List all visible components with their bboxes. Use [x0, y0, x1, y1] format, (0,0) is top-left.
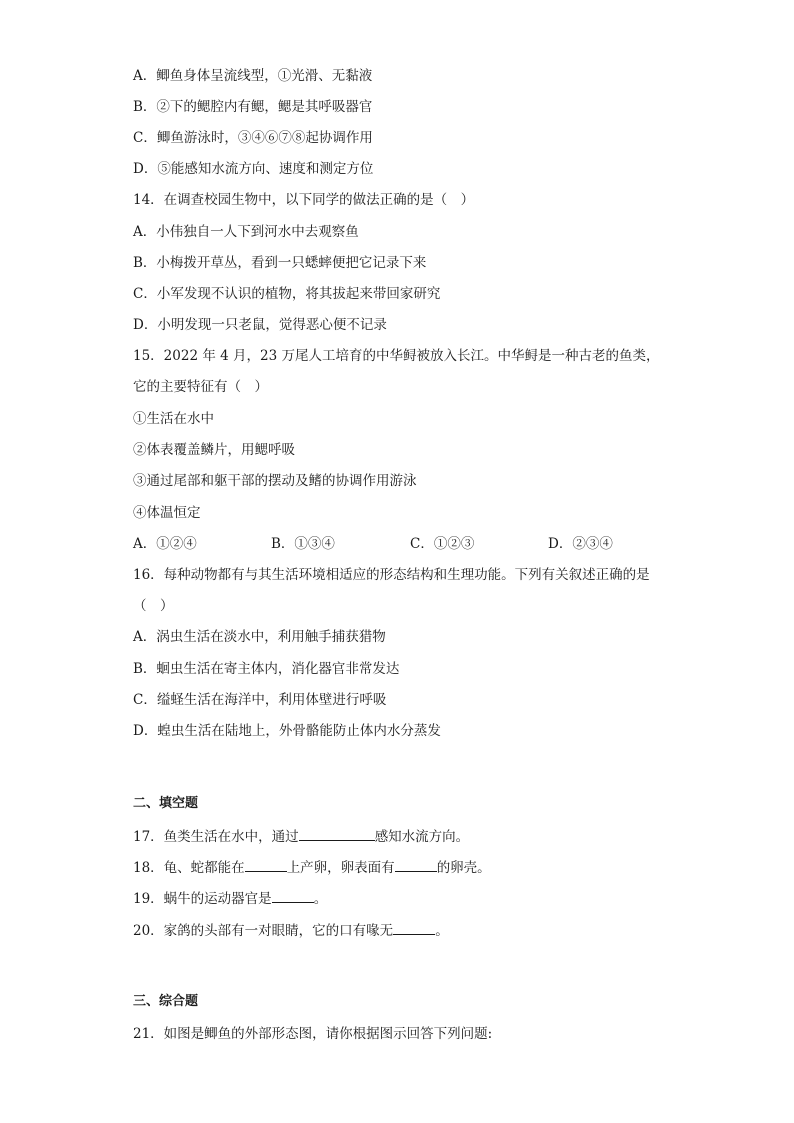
q20-post: 。: [435, 923, 449, 939]
q21-stem: 21．如图是鲫鱼的外部形态图，请你根据图示回答下列问题:: [133, 1026, 493, 1042]
q14-option-c: C．小军发现不认识的植物，将其拔起来带回家研究: [133, 286, 441, 302]
section-comprehensive-title: 三、综合题: [133, 994, 199, 1009]
q15-options-row: [133, 534, 693, 554]
q14-option-d: D．小明发现一只老鼠，觉得恶心便不记录: [133, 317, 387, 333]
q14-option-a: A．小伟独自一人下到河水中去观察鱼: [133, 224, 359, 240]
q19-blank[interactable]: [272, 888, 314, 903]
q15-statement-1: ①生活在水中: [133, 411, 214, 427]
q18-line: [133, 857, 491, 878]
q13-option-a: A．鲫鱼身体呈流线型，①光滑、无黏液: [133, 68, 373, 84]
section-fill-in-title: 二、填空题: [133, 796, 199, 811]
q18-blank-1[interactable]: [245, 857, 287, 872]
q16-option-d: D．蝗虫生活在陆地上，外骨骼能防止体内水分蒸发: [133, 723, 441, 739]
q15-statement-2: ②体表覆盖鳞片，用鳃呼吸: [133, 442, 295, 458]
q17-blank[interactable]: [299, 826, 375, 841]
q20-line: [133, 920, 449, 941]
q16-stem-line2: （ ）: [133, 598, 174, 614]
q14-option-b: B．小梅拨开草丛，看到一只蟋蟀便把它记录下来: [133, 255, 427, 271]
q18-pre: 18．龟、蛇都能在: [133, 860, 245, 876]
q17-line: [133, 826, 469, 847]
q13-option-c: C．鲫鱼游泳时，③④⑥⑦⑧起协调作用: [133, 130, 373, 146]
q15-stem-line1: 15．2022 年 4 月，23 万尾人工培育的中华鲟被放入长江。中华鲟是一种古老的鱼类，: [133, 348, 660, 364]
q16-option-a: A．涡虫生活在淡水中，利用触手捕获猎物: [133, 629, 386, 645]
q18-mid: 上产卵，卵表面有: [286, 860, 395, 876]
q15-stem-line2: 它的主要特征有（ ）: [133, 379, 268, 395]
q15-option-c: C．①②③: [410, 536, 475, 552]
q15-option-b: B．①③④: [271, 536, 335, 552]
q15-option-d: D．②③④: [548, 536, 613, 552]
q15-option-a: A．①②④: [133, 536, 197, 552]
q18-blank-2[interactable]: [395, 857, 437, 872]
q20-pre: 20．家鸽的头部有一对眼睛，它的口有喙无: [133, 923, 394, 939]
q19-pre: 19．蜗牛的运动器官是: [133, 891, 272, 907]
q17-pre: 17．鱼类生活在水中，通过: [133, 829, 299, 845]
q13-option-d: D．⑤能感知水流方向、速度和测定方位: [133, 161, 374, 177]
q19-line: [133, 888, 327, 909]
q15-statement-4: ④体温恒定: [133, 505, 201, 521]
q16-option-c: C．缢蛏生活在海洋中，利用体壁进行呼吸: [133, 692, 387, 708]
q13-option-b: B．②下的鳃腔内有鳃，鳃是其呼吸器官: [133, 99, 373, 115]
q16-option-b: B．蛔虫生活在寄主体内，消化器官非常发达: [133, 661, 400, 677]
q19-post: 。: [313, 891, 328, 907]
q14-stem: 14．在调查校园生物中，以下同学的做法正确的是（ ）: [133, 192, 475, 208]
q18-post: 的卵壳。: [436, 860, 491, 876]
q17-post: 感知水流方向。: [374, 829, 470, 845]
q20-blank[interactable]: [393, 920, 435, 935]
q16-stem-line1: 16．每种动物都有与其生活环境相适应的形态结构和生理功能。下列有关叙述正确的是: [133, 567, 650, 583]
q15-statement-3: ③通过尾部和躯干部的摆动及鳍的协调作用游泳: [133, 473, 417, 489]
